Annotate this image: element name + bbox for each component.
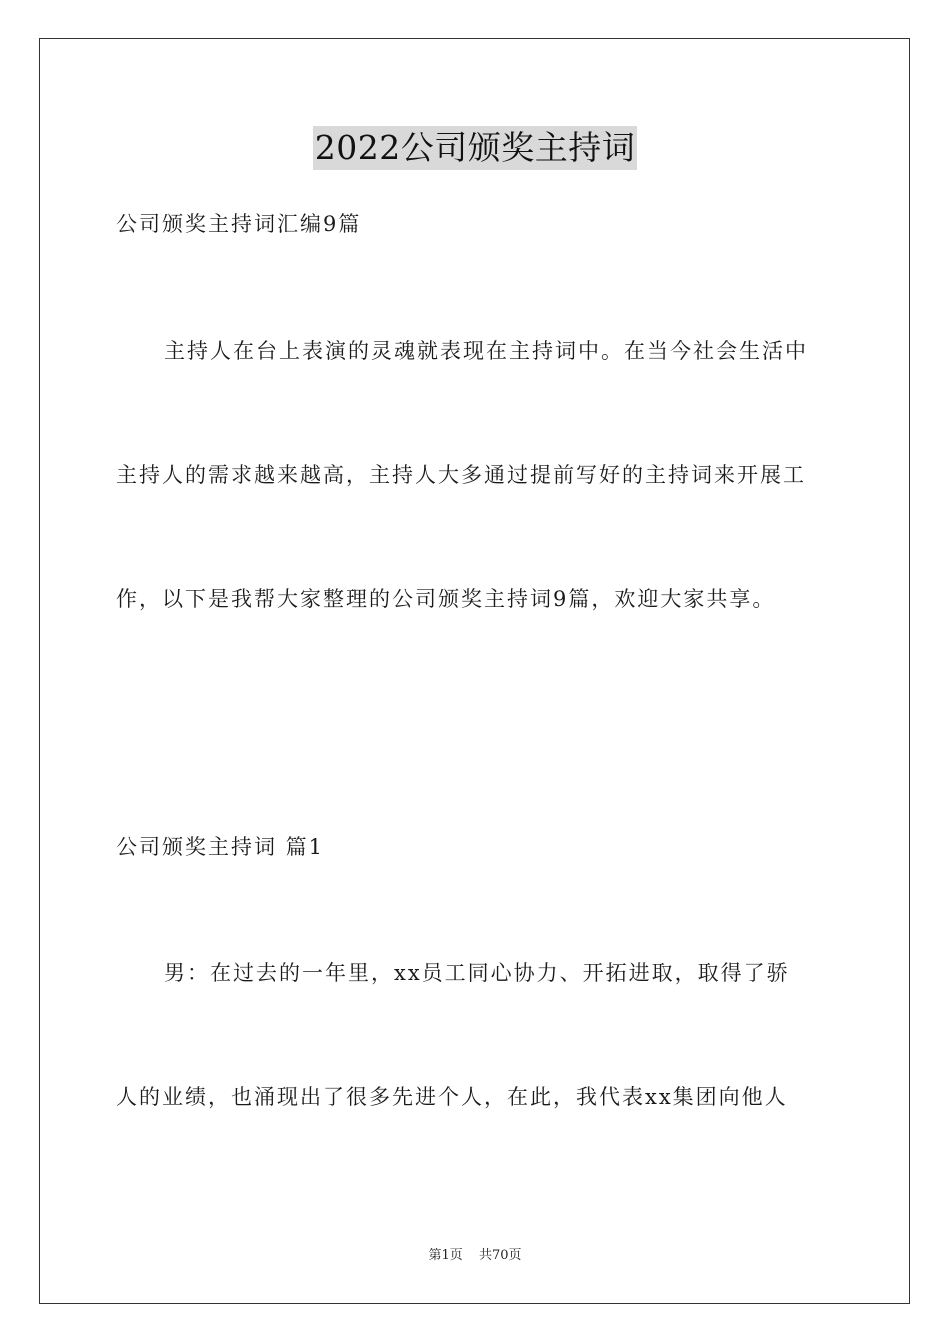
section-paragraph-line: 男：在过去的一年里，xx员工同心协力、开拓进取，取得了骄 [164,961,790,985]
section-paragraph-line: 人的业绩，也涌现出了很多先进个人，在此，我代表xx集团向他人 [116,1085,788,1109]
intro-paragraph-line: 作，以下是我帮大家整理的公司颁奖主持词9篇，欢迎大家共享。 [116,587,776,611]
intro-paragraph-line: 主持人在台上表演的灵魂就表现在主持词中。在当今社会生活中 [164,339,808,363]
page-footer [0,1247,950,1265]
page-number: 第1页 [428,1248,463,1263]
title-container [0,126,950,170]
document-subtitle: 公司颁奖主持词汇编9篇 [116,212,362,236]
section-heading: 公司颁奖主持词 篇1 [116,835,325,859]
page-total: 共70页 [478,1248,522,1263]
document-title: 2022公司颁奖主持词 [313,126,637,170]
intro-paragraph-line: 主持人的需求越来越高，主持人大多通过提前写好的主持词来开展工 [116,463,806,487]
